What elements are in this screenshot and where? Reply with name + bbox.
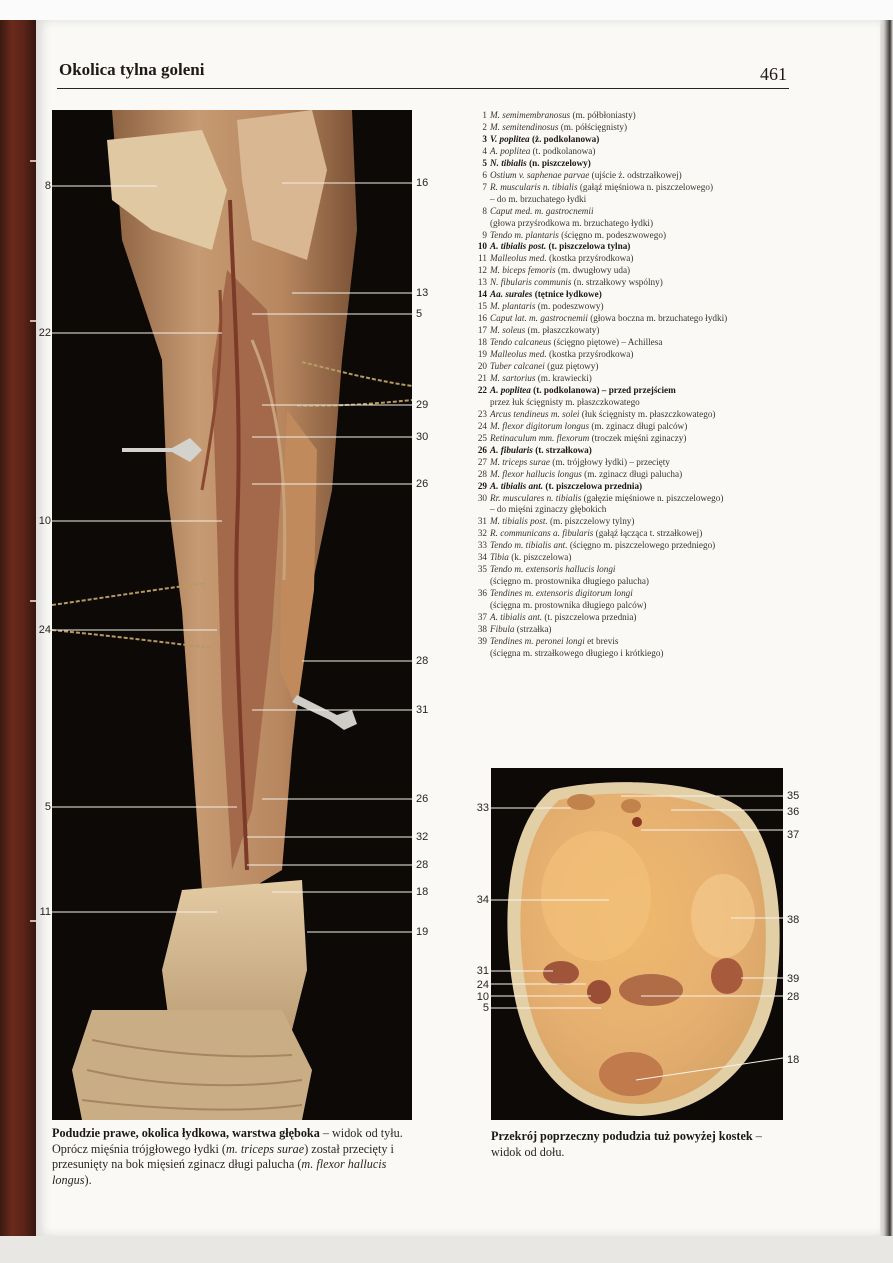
figure-label: 11 xyxy=(39,906,51,918)
legend-description: (gałąź łącząca t. strzałkowej) xyxy=(593,528,703,539)
legend-description: (m. trójgłowy łydki) – przecięty xyxy=(549,456,670,467)
legend-number: 30 xyxy=(477,492,487,503)
legend-item xyxy=(470,493,800,505)
legend-number: 6 xyxy=(482,169,487,180)
legend-number: 7 xyxy=(482,181,487,192)
dissection-photo xyxy=(52,110,412,1120)
figure-label: 5 xyxy=(44,801,51,813)
dissection-illustration xyxy=(52,110,412,1120)
legend-number: 35 xyxy=(477,564,487,575)
legend-number: 25 xyxy=(477,432,487,443)
caption-text: ). xyxy=(84,1172,92,1187)
legend-latin-term: M. plantaris xyxy=(490,301,536,312)
legend-item xyxy=(470,361,800,373)
legend-latin-term: Tendo m. tibialis ant. xyxy=(490,540,568,551)
legend-item xyxy=(470,433,800,445)
legend-description: (kostka przyśrodkowa) xyxy=(546,349,634,360)
legend-item xyxy=(470,540,800,552)
figure-label: 16 xyxy=(416,177,429,189)
caption-title: Podudzie prawe, okolica łydkowa, warstwa głęboka xyxy=(52,1126,320,1140)
legend-item xyxy=(470,325,800,337)
legend-number: 32 xyxy=(477,528,487,539)
legend-item xyxy=(470,134,800,146)
legend-item xyxy=(470,409,800,421)
cross-label: 24 xyxy=(476,979,489,991)
legend-number: 10 xyxy=(477,241,487,252)
cross-label: 38 xyxy=(787,914,800,926)
legend-item xyxy=(470,146,800,158)
legend-latin-term: A. tibialis post. xyxy=(490,241,547,252)
cross-label: 35 xyxy=(787,790,800,802)
caption-title: Przekrój poprzeczny podudzia tuż powyżej kostek xyxy=(491,1129,753,1143)
header-rule xyxy=(57,88,789,89)
legend-number: 26 xyxy=(477,444,487,455)
legend-description: (m. płaszczkowaty) xyxy=(525,325,600,336)
legend-description: (m. dwugłowy uda) xyxy=(555,265,631,276)
legend-number: 21 xyxy=(477,372,487,383)
legend-number: 4 xyxy=(482,145,487,156)
legend-description: – do m. brzuchatego łydki xyxy=(490,193,587,204)
legend-item xyxy=(470,576,800,588)
legend-latin-term: Tendo m. plantaris xyxy=(490,229,559,240)
legend-item xyxy=(470,218,800,230)
legend-latin-term: M. semitendinosus xyxy=(490,121,559,132)
legend-description: (n. piszczelowy) xyxy=(526,157,591,168)
legend-description: (ścięgno piętowe) – Achillesa xyxy=(551,337,663,348)
legend-number: 20 xyxy=(477,361,487,372)
legend-description: (t. piszczelowa tylna) xyxy=(546,241,631,252)
legend-description: (kostka przyśrodkowa) xyxy=(546,253,634,264)
legend-number: 29 xyxy=(477,480,487,491)
legend-latin-term: A. tibialis ant. xyxy=(490,612,543,623)
legend-item xyxy=(470,230,800,242)
cross-section-illustration xyxy=(491,768,783,1120)
legend-item xyxy=(470,481,800,493)
legend-item xyxy=(470,600,800,612)
legend-description: (gałęzie mięśniowe n. piszczelowego) xyxy=(581,492,724,503)
figure-label: 22 xyxy=(38,327,51,339)
legend-item xyxy=(470,110,800,122)
legend-number: 2 xyxy=(482,121,487,132)
legend-description: (tętnice łydkowe) xyxy=(532,289,602,300)
figure-label: 8 xyxy=(44,180,51,192)
caption-text: ) został przecięty i przesunięty na bok mięsień zginacz długi palucha ( xyxy=(52,1141,394,1171)
figure-label: 26 xyxy=(416,793,429,805)
legend-latin-term: Tibia xyxy=(490,552,509,563)
legend-number: 27 xyxy=(477,456,487,467)
legend-description: (ścięgno m. prostownika długiego palucha) xyxy=(490,576,649,587)
legend-description: (ścięgno m. podeszwowego) xyxy=(558,229,667,240)
legend-latin-term: Ostium v. saphenae parvae xyxy=(490,169,590,180)
legend-number: 17 xyxy=(477,325,487,336)
legend-description: (m. krawiecki) xyxy=(535,372,592,383)
page-header-title: Okolica tylna goleni xyxy=(59,60,205,79)
legend-description: (głowa boczna m. brzuchatego łydki) xyxy=(587,313,728,324)
legend-latin-term: M. tibialis post. xyxy=(490,516,548,527)
legend-number: 23 xyxy=(477,408,487,419)
legend-description: (m. podeszwowy) xyxy=(535,301,604,312)
cross-label: 10 xyxy=(476,991,489,1003)
figure-label: 24 xyxy=(38,624,51,636)
legend-number: 38 xyxy=(477,623,487,634)
legend-description: (t. piszczelowa przednia) xyxy=(543,480,643,491)
legend-list xyxy=(470,110,800,660)
figure-label: 18 xyxy=(416,886,429,898)
legend-description: (ż. podkolanowa) xyxy=(529,133,600,144)
legend-number: 1 xyxy=(482,110,487,120)
legend-item xyxy=(470,504,800,516)
legend-item xyxy=(470,122,800,134)
legend-description: (m. półbłoniasty) xyxy=(570,110,636,120)
cross-label: 28 xyxy=(787,991,800,1003)
legend-item xyxy=(470,301,800,313)
legend-number: 8 xyxy=(482,205,487,216)
legend-latin-term: Arcus tendineus m. solei xyxy=(490,408,580,419)
figure-label: 28 xyxy=(416,655,429,667)
figure-label: 19 xyxy=(416,926,429,938)
legend-description: przez łuk ścięgnisty m. płaszczkowatego xyxy=(490,396,640,407)
legend-latin-term: Rr. musculares n. tibialis xyxy=(490,492,582,503)
legend-number: 15 xyxy=(477,301,487,312)
legend-item xyxy=(470,636,800,648)
legend-item xyxy=(470,241,800,253)
legend-number: 11 xyxy=(478,253,487,264)
legend-description: (m. piszczelowy tylny) xyxy=(547,516,635,527)
legend-item xyxy=(470,265,800,277)
legend-number: 31 xyxy=(477,516,487,527)
legend-item xyxy=(470,445,800,457)
legend-latin-term: M. biceps femoris xyxy=(490,265,556,276)
legend-latin-term: Caput lat. m. gastrocnemii xyxy=(490,313,588,324)
legend-number: 37 xyxy=(477,612,487,623)
legend-item xyxy=(470,528,800,540)
legend-latin-term: Malleolus med. xyxy=(490,253,547,264)
figure-label: 13 xyxy=(416,287,429,299)
legend-number: 33 xyxy=(477,540,487,551)
legend-description: (głowa przyśrodkowa m. brzuchatego łydki) xyxy=(490,217,654,228)
legend-item xyxy=(470,421,800,433)
legend-latin-term: A. poplitea xyxy=(490,145,531,156)
legend-latin-term: M. sartorius xyxy=(490,372,536,383)
legend-number: 34 xyxy=(477,552,487,563)
legend-latin-term: M. flexor digitorum longus xyxy=(490,420,590,431)
legend-item xyxy=(470,158,800,170)
legend-description: (n. strzałkowy wspólny) xyxy=(571,277,663,288)
legend-description: (t. piszczelowa przednia) xyxy=(542,612,637,623)
caption-text: – widok od tyłu. Oprócz mięśnia trójgłowego łydki ( xyxy=(52,1126,403,1156)
legend-item xyxy=(470,564,800,576)
legend-description: – do mięśni zginaczy głębokich xyxy=(490,504,607,515)
legend-item xyxy=(470,516,800,528)
legend-description: (m. zginacz długi palców) xyxy=(589,420,688,431)
legend-item xyxy=(470,397,800,409)
legend-description: et brevis xyxy=(584,635,619,646)
legend-number: 18 xyxy=(477,337,487,348)
cross-label: 39 xyxy=(787,973,800,985)
figure-label: 32 xyxy=(416,831,429,843)
legend-number: 36 xyxy=(477,588,487,599)
legend-description: (m. zginacz długi palucha) xyxy=(581,468,683,479)
legend-latin-term: Tendines m. extensoris digitorum longi xyxy=(490,588,633,599)
figure-label: 30 xyxy=(416,431,429,443)
legend-latin-term: M. semimembranosus xyxy=(490,110,571,120)
legend-latin-term: Tendines m. peronei longi xyxy=(490,635,585,646)
page-number: 461 xyxy=(760,64,787,84)
legend-description: (strzałka) xyxy=(514,623,552,634)
legend-number: 19 xyxy=(477,349,487,360)
figure-label: 29 xyxy=(416,399,429,411)
legend-number: 28 xyxy=(477,468,487,479)
legend-number: 5 xyxy=(482,157,487,168)
legend-item xyxy=(470,170,800,182)
figure-label: 28 xyxy=(416,859,429,871)
legend-number: 24 xyxy=(477,420,487,431)
scan-bottom-margin xyxy=(0,1236,893,1263)
legend-description: (t. strzałkowa) xyxy=(532,444,592,455)
legend-latin-term: N. fibularis communis xyxy=(490,277,572,288)
legend-item xyxy=(470,469,800,481)
legend-item xyxy=(470,253,800,265)
legend-item xyxy=(470,624,800,636)
legend-description: (m. półścięgnisty) xyxy=(558,121,628,132)
legend-description: (troczek mięśni zginaczy) xyxy=(589,432,687,443)
legend-description: (t. podkolanowa) – przed przejściem xyxy=(530,384,676,395)
figure-caption-cross xyxy=(491,1129,791,1160)
legend-item xyxy=(470,457,800,469)
legend-latin-term: M. flexor hallucis longus xyxy=(490,468,582,479)
legend-latin-term: A. fibularis xyxy=(490,444,533,455)
legend-latin-term: R. communicans a. fibularis xyxy=(490,528,594,539)
legend-item xyxy=(470,194,800,206)
legend-item xyxy=(470,612,800,624)
legend-item xyxy=(470,648,800,660)
legend-description: (k. piszczelowa) xyxy=(508,552,572,563)
legend-description: (ścięgna m. prostownika długiego palców) xyxy=(490,600,647,611)
legend-number: 9 xyxy=(482,229,487,240)
legend-item xyxy=(470,182,800,194)
legend-number: 14 xyxy=(477,289,487,300)
figure-label: 26 xyxy=(416,478,429,490)
legend-latin-term: N. tibialis xyxy=(490,157,527,168)
figure-label: 31 xyxy=(416,704,429,716)
legend-description: (gałąź mięśniowa n. piszczelowego) xyxy=(577,181,714,192)
cross-label: 5 xyxy=(482,1002,489,1014)
legend-latin-term: Tendo m. extensoris hallucis longi xyxy=(490,564,616,575)
legend-item xyxy=(470,289,800,301)
legend-item xyxy=(470,552,800,564)
legend-number: 3 xyxy=(482,133,487,144)
legend-latin-term: Tuber calcanei xyxy=(490,361,545,372)
caption-latin: m. flexor hallucis longus xyxy=(52,1157,387,1187)
legend-description: (ujście ż. odstrzałkowej) xyxy=(589,169,682,180)
legend-item xyxy=(470,337,800,349)
legend-item xyxy=(470,385,800,397)
legend-number: 22 xyxy=(477,384,487,395)
cross-label: 37 xyxy=(787,829,800,841)
legend-item xyxy=(470,206,800,218)
legend-item xyxy=(470,313,800,325)
cross-section-photo xyxy=(491,768,783,1120)
legend-latin-term: Caput med. m. gastrocnemii xyxy=(490,205,594,216)
legend-latin-term: R. muscularis n. tibialis xyxy=(490,181,578,192)
figure-label: 5 xyxy=(416,308,423,320)
cross-label: 18 xyxy=(787,1054,800,1066)
legend-latin-term: Tendo calcaneus xyxy=(490,337,552,348)
legend-latin-term: A. poplitea xyxy=(490,384,531,395)
legend-number: 12 xyxy=(477,265,487,276)
cross-label: 36 xyxy=(787,806,800,818)
legend-latin-term: Aa. surales xyxy=(490,289,533,300)
legend-latin-term: A. tibialis ant. xyxy=(490,480,544,491)
legend-description: (ścięgna m. strzałkowego długiego i krótkiego) xyxy=(490,647,664,658)
cross-label: 33 xyxy=(476,802,489,814)
legend-item xyxy=(470,588,800,600)
legend-item xyxy=(470,349,800,361)
legend-latin-term: Fibula xyxy=(490,623,515,634)
page-stack-edge xyxy=(878,20,893,1236)
legend-description: (łuk ścięgnisty m. płaszczkowatego) xyxy=(579,408,716,419)
legend-latin-term: M. triceps surae xyxy=(490,456,550,467)
legend-latin-term: Malleolus med. xyxy=(490,349,547,360)
legend-description: (ścięgno m. piszczelowego przedniego) xyxy=(567,540,716,551)
legend-number: 39 xyxy=(477,635,487,646)
legend-item xyxy=(470,373,800,385)
legend-latin-term: M. soleus xyxy=(490,325,526,336)
legend-number: 13 xyxy=(477,277,487,288)
legend-latin-term: V. poplitea xyxy=(490,133,530,144)
legend-latin-term: Retinaculum mm. flexorum xyxy=(490,432,590,443)
cross-label: 34 xyxy=(476,894,489,906)
figure-label: 10 xyxy=(38,515,51,527)
legend-item xyxy=(470,277,800,289)
scan-top-margin xyxy=(0,0,893,20)
legend-number: 16 xyxy=(477,313,487,324)
caption-text: – widok od dołu. xyxy=(491,1129,762,1159)
legend-description: (guz piętowy) xyxy=(544,361,599,372)
legend-description: (t. podkolanowa) xyxy=(530,145,596,156)
cross-label: 31 xyxy=(476,965,489,977)
caption-latin: m. triceps surae xyxy=(225,1141,305,1156)
figure-caption-main xyxy=(52,1126,412,1188)
